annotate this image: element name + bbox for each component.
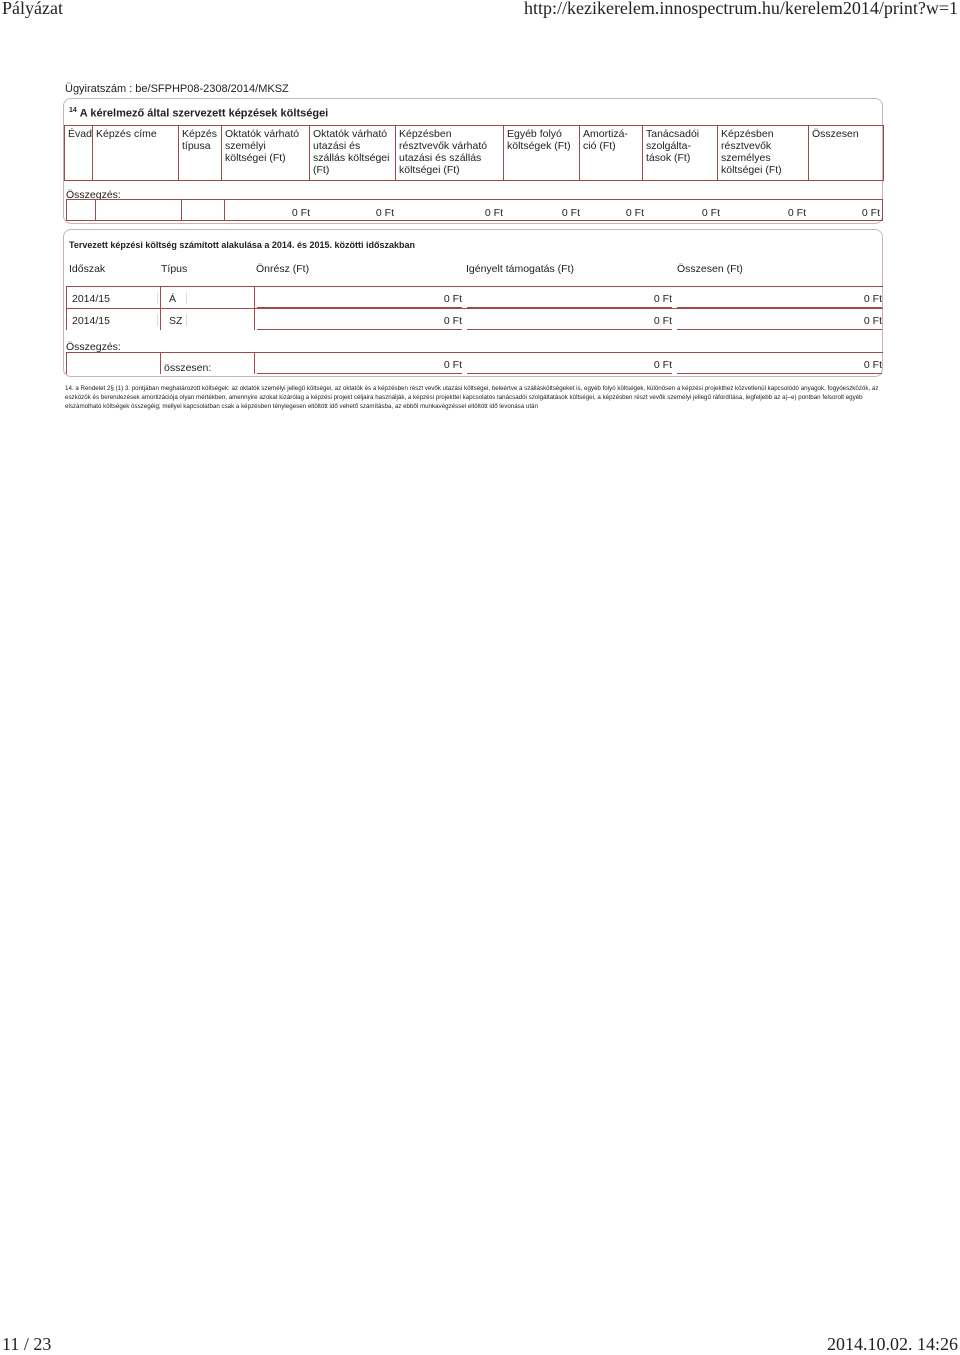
column-header-total: Összesen (809, 126, 884, 181)
summary-total-label: összesen: (164, 362, 212, 374)
cell-divider (160, 287, 161, 308)
type-field (185, 292, 187, 304)
training-costs-table (64, 125, 884, 181)
sum-depreciation: 0 Ft (583, 207, 644, 221)
cell-divider (95, 200, 96, 220)
cell-divider (254, 287, 255, 308)
sum-trainer-travel: 0 Ft (312, 207, 394, 221)
column-header-other-costs: Egyéb folyó költségek (Ft) (504, 126, 580, 181)
column-header-consulting: Tanácsadói szolgálta- tások (Ft) (643, 126, 718, 181)
print-footer-page-number: 11 / 23 (2, 1334, 52, 1354)
column-header-total: Összesen (Ft) (677, 263, 743, 275)
sum-requested-support: 0 Ft (467, 359, 672, 374)
period-value: 2014/15 (72, 293, 110, 305)
planned-costs-title: Tervezett képzési költség számított alakulása a 2014. és 2015. közötti időszakban (69, 240, 415, 250)
column-header-course-type: Képzés típusa (179, 126, 222, 181)
print-footer-timestamp: 2014.10.02. 14:26 (826, 1334, 958, 1354)
column-header-trainer-travel-costs: Oktatók várható utazási és szállás költségei (Ft) (310, 126, 396, 181)
planned-costs-panel (63, 229, 883, 377)
period-field (115, 292, 158, 304)
file-number: Ügyiratszám : be/SFPHP08-2308/2014/MKSZ (65, 83, 289, 95)
table-row (66, 286, 883, 308)
own-contribution-value: 0 Ft (257, 315, 462, 330)
cell-divider (160, 353, 161, 374)
own-contribution-value: 0 Ft (257, 293, 462, 308)
column-header-season: Évad (65, 126, 93, 181)
sum-participant-travel: 0 Ft (397, 207, 503, 221)
sum-participant-personal: 0 Ft (723, 207, 806, 221)
print-header-title: Pályázat (2, 0, 63, 18)
column-header-requested-support: Igényelt támogatás (Ft) (466, 263, 574, 275)
period-field (115, 314, 158, 326)
cell-divider (224, 200, 225, 220)
table-header-row (65, 126, 884, 181)
sum-trainer-personnel: 0 Ft (228, 207, 310, 221)
summary-label: Összegzés: (66, 189, 121, 201)
type-value: SZ (169, 315, 183, 327)
total-value: 0 Ft (677, 293, 882, 308)
sum-total: 0 Ft (677, 359, 882, 374)
cell-divider (181, 200, 182, 220)
cell-divider (254, 353, 255, 374)
column-header-course-title: Képzés címe (93, 126, 179, 181)
summary-row (66, 352, 883, 374)
column-header-participant-travel-costs: Képzésben résztvevők várható utazási és szállás költségei (Ft) (396, 126, 504, 181)
section-title: A kérelmező által szervezett képzések költségei (79, 107, 329, 120)
sum-other-costs: 0 Ft (506, 207, 580, 221)
type-field (185, 314, 187, 326)
column-header-own-contribution: Önrész (Ft) (256, 263, 310, 275)
cell-divider (254, 309, 255, 330)
sum-consulting: 0 Ft (647, 207, 720, 221)
summary-row (66, 199, 883, 221)
column-header-trainer-personnel-costs: Oktatók várható személyi költségei (Ft) (222, 126, 310, 181)
column-header-type: Típus (161, 263, 188, 275)
requested-support-value: 0 Ft (467, 315, 672, 330)
requested-support-value: 0 Ft (467, 293, 672, 308)
sum-total: 0 Ft (810, 207, 880, 221)
print-header-url: http://kezikerelem.innospectrum.hu/kerelem2014/print?w=1 (523, 0, 958, 18)
summary-label: Összegzés: (66, 341, 121, 353)
training-costs-panel (63, 98, 883, 224)
footnote-text: 14. a Rendelet 2§ (1) 3. pontjában meghatározott költségek: az oktatók személyi jellegű költségei, az oktatók és a képzésben részt vevők utazási költségei, beleértve a szállásköltségeket is, egyéb folyó költségek, különösen a képzési projekthez közvetlenül kapcsolódó anyagok, fogyóeszközök, az eszközök és berendezések amortizációja olyan mértékben, amennyire azokat kizárólag a képzési projekt céljaira használják, a képzési projekttel kapcsolatos tanácsadói szolgáltatások költségei, a képzésben részt vevők személyi jellegű ráfordítása, legfeljebb az a)–e) pontban felsorolt egyéb elszámolható költségek összegéig; mellyel kapcsolatban csak a képzésben ténylegesen eltöltött idő vehető számításba, az ebből munkavégzéssel eltöltött idő levonása után (65, 385, 879, 410)
column-header-period: Időszak (69, 263, 106, 275)
footnote-ref: 14 (69, 107, 77, 114)
cell-divider (160, 309, 161, 330)
training-costs-title (69, 107, 328, 120)
sum-own-contribution: 0 Ft (257, 359, 462, 374)
total-value: 0 Ft (677, 315, 882, 330)
column-header-depreciation: Amortizá- ció (Ft) (580, 126, 643, 181)
table-row (66, 308, 883, 330)
type-value: Á (169, 293, 177, 305)
period-value: 2014/15 (72, 315, 110, 327)
column-header-participant-personal-costs: Képzésben résztvevők személyes költségei (Ft) (718, 126, 809, 181)
